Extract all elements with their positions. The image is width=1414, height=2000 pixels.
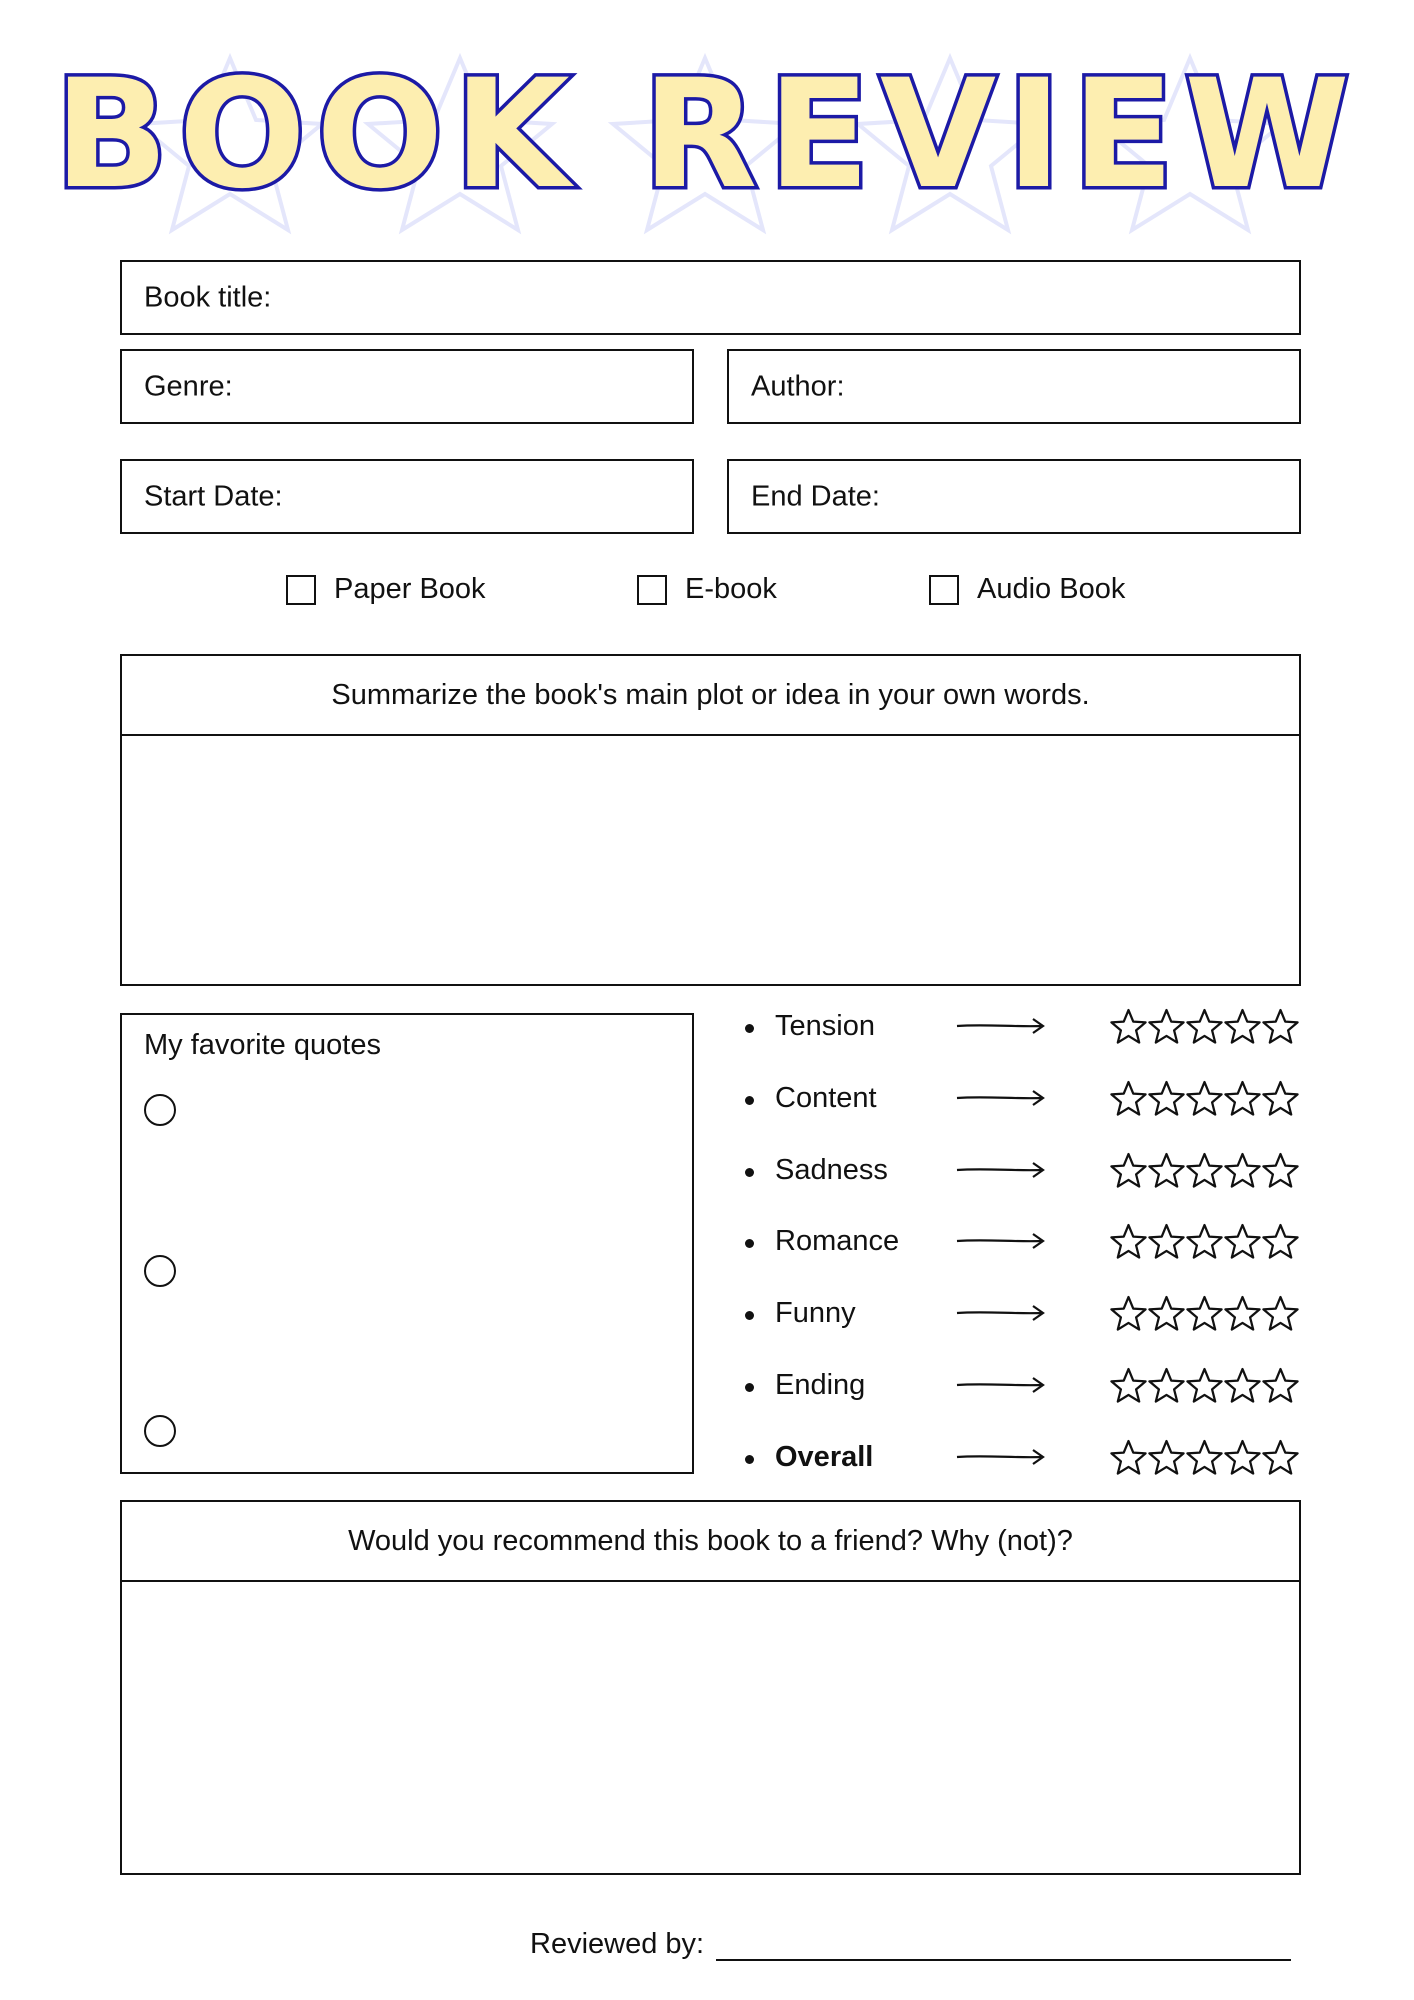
star-rating[interactable] (1110, 1008, 1299, 1050)
recommend-prompt: Would you recommend this book to a friend? Why (not)? (122, 1502, 1299, 1582)
star-outline-icon[interactable] (1186, 1008, 1223, 1050)
star-outline-icon[interactable] (1110, 1080, 1147, 1122)
star-outline-icon[interactable] (1186, 1223, 1223, 1265)
e-book-checkbox[interactable] (637, 575, 667, 605)
reviewed-by-row (530, 1928, 1291, 1961)
star-outline-icon[interactable] (1224, 1223, 1261, 1265)
author-field[interactable] (727, 349, 1301, 424)
rating-row-tension (745, 1008, 1305, 1048)
star-rating[interactable] (1110, 1367, 1299, 1409)
book-title-field[interactable] (120, 260, 1301, 335)
star-outline-icon[interactable] (1262, 1152, 1299, 1194)
end-date-label: End Date: (751, 480, 880, 512)
star-outline-icon[interactable] (1110, 1295, 1147, 1337)
star-outline-icon[interactable] (1110, 1223, 1147, 1265)
audio-book-checkbox[interactable] (929, 575, 959, 605)
star-outline-icon[interactable] (1110, 1008, 1147, 1050)
star-outline-icon[interactable] (1224, 1152, 1261, 1194)
arrow-right-icon (955, 1445, 1047, 1474)
star-rating[interactable] (1110, 1295, 1299, 1337)
star-outline-icon[interactable] (1186, 1080, 1223, 1122)
quote-bullet-circle[interactable] (144, 1415, 176, 1447)
recommend-section (120, 1500, 1301, 1875)
rating-row-sadness (745, 1152, 1305, 1192)
star-outline-icon[interactable] (1110, 1152, 1147, 1194)
arrow-right-icon (955, 1229, 1047, 1258)
star-outline-icon[interactable] (1262, 1008, 1299, 1050)
rating-row-content (745, 1080, 1305, 1120)
e-book-label: E-book (685, 573, 777, 605)
star-outline-icon[interactable] (1262, 1223, 1299, 1265)
summary-prompt: Summarize the book's main plot or idea in your own words. (122, 656, 1299, 736)
bullet-dot (745, 1455, 754, 1464)
star-outline-icon[interactable] (1262, 1080, 1299, 1122)
bullet-dot (745, 1024, 754, 1033)
star-rating[interactable] (1110, 1080, 1299, 1122)
reviewed-by-signature-line[interactable] (716, 1933, 1291, 1961)
star-outline-icon[interactable] (1148, 1295, 1185, 1337)
bullet-dot (745, 1383, 754, 1392)
format-option-audio-book[interactable] (929, 573, 1125, 606)
star-outline-icon[interactable] (1224, 1367, 1261, 1409)
genre-label: Genre: (144, 370, 233, 402)
quote-bullet-circle[interactable] (144, 1255, 176, 1287)
paper-book-label: Paper Book (334, 573, 486, 605)
rating-label: Overall (775, 1441, 874, 1473)
summary-section (120, 654, 1301, 986)
bullet-dot (745, 1096, 754, 1105)
arrow-right-icon (955, 1301, 1047, 1330)
arrow-right-icon (955, 1014, 1047, 1043)
arrow-right-icon (955, 1086, 1047, 1115)
star-outline-icon[interactable] (1186, 1152, 1223, 1194)
reviewed-by-label: Reviewed by: (530, 1928, 705, 1960)
star-outline-icon[interactable] (1262, 1367, 1299, 1409)
rating-label: Ending (775, 1369, 866, 1401)
star-outline-icon[interactable] (1148, 1008, 1185, 1050)
recommend-text-area[interactable] (122, 1582, 1299, 1875)
rating-row-overall (745, 1439, 1305, 1479)
audio-book-label: Audio Book (977, 573, 1126, 605)
star-outline-icon[interactable] (1262, 1295, 1299, 1337)
start-date-field[interactable] (120, 459, 694, 534)
star-outline-icon[interactable] (1224, 1295, 1261, 1337)
quote-bullet-circle[interactable] (144, 1094, 176, 1126)
star-outline-icon[interactable] (1224, 1439, 1261, 1481)
star-outline-icon[interactable] (1186, 1439, 1223, 1481)
star-outline-icon[interactable] (1110, 1439, 1147, 1481)
format-option-paper-book[interactable] (286, 573, 486, 606)
bullet-dot (745, 1239, 754, 1248)
rating-label: Content (775, 1082, 877, 1114)
page-title: BOOK REVIEW (54, 48, 1360, 222)
rating-row-funny (745, 1295, 1305, 1335)
star-outline-icon[interactable] (1148, 1223, 1185, 1265)
star-outline-icon[interactable] (1224, 1080, 1261, 1122)
rating-label: Romance (775, 1225, 900, 1257)
star-outline-icon[interactable] (1110, 1367, 1147, 1409)
quotes-title: My favorite quotes (144, 1029, 381, 1061)
format-option-e-book[interactable] (637, 573, 777, 606)
star-outline-icon[interactable] (1148, 1080, 1185, 1122)
summary-text-area[interactable] (122, 736, 1299, 986)
genre-field[interactable] (120, 349, 694, 424)
star-outline-icon[interactable] (1186, 1295, 1223, 1337)
star-outline-icon[interactable] (1186, 1367, 1223, 1409)
bullet-dot (745, 1311, 754, 1320)
star-outline-icon[interactable] (1148, 1439, 1185, 1481)
star-outline-icon[interactable] (1148, 1152, 1185, 1194)
rating-row-romance (745, 1223, 1305, 1263)
star-outline-icon[interactable] (1148, 1367, 1185, 1409)
start-date-label: Start Date: (144, 480, 283, 512)
rating-label: Funny (775, 1297, 856, 1329)
paper-book-checkbox[interactable] (286, 575, 316, 605)
rating-row-ending (745, 1367, 1305, 1407)
star-rating[interactable] (1110, 1223, 1299, 1265)
star-rating[interactable] (1110, 1152, 1299, 1194)
book-title-label: Book title: (144, 281, 272, 313)
arrow-right-icon (955, 1158, 1047, 1187)
author-label: Author: (751, 370, 845, 402)
bullet-dot (745, 1168, 754, 1177)
star-rating[interactable] (1110, 1439, 1299, 1481)
star-outline-icon[interactable] (1224, 1008, 1261, 1050)
rating-label: Sadness (775, 1154, 888, 1186)
star-outline-icon[interactable] (1262, 1439, 1299, 1481)
end-date-field[interactable] (727, 459, 1301, 534)
rating-label: Tension (775, 1010, 875, 1042)
quotes-section (120, 1013, 694, 1474)
arrow-right-icon (955, 1373, 1047, 1402)
